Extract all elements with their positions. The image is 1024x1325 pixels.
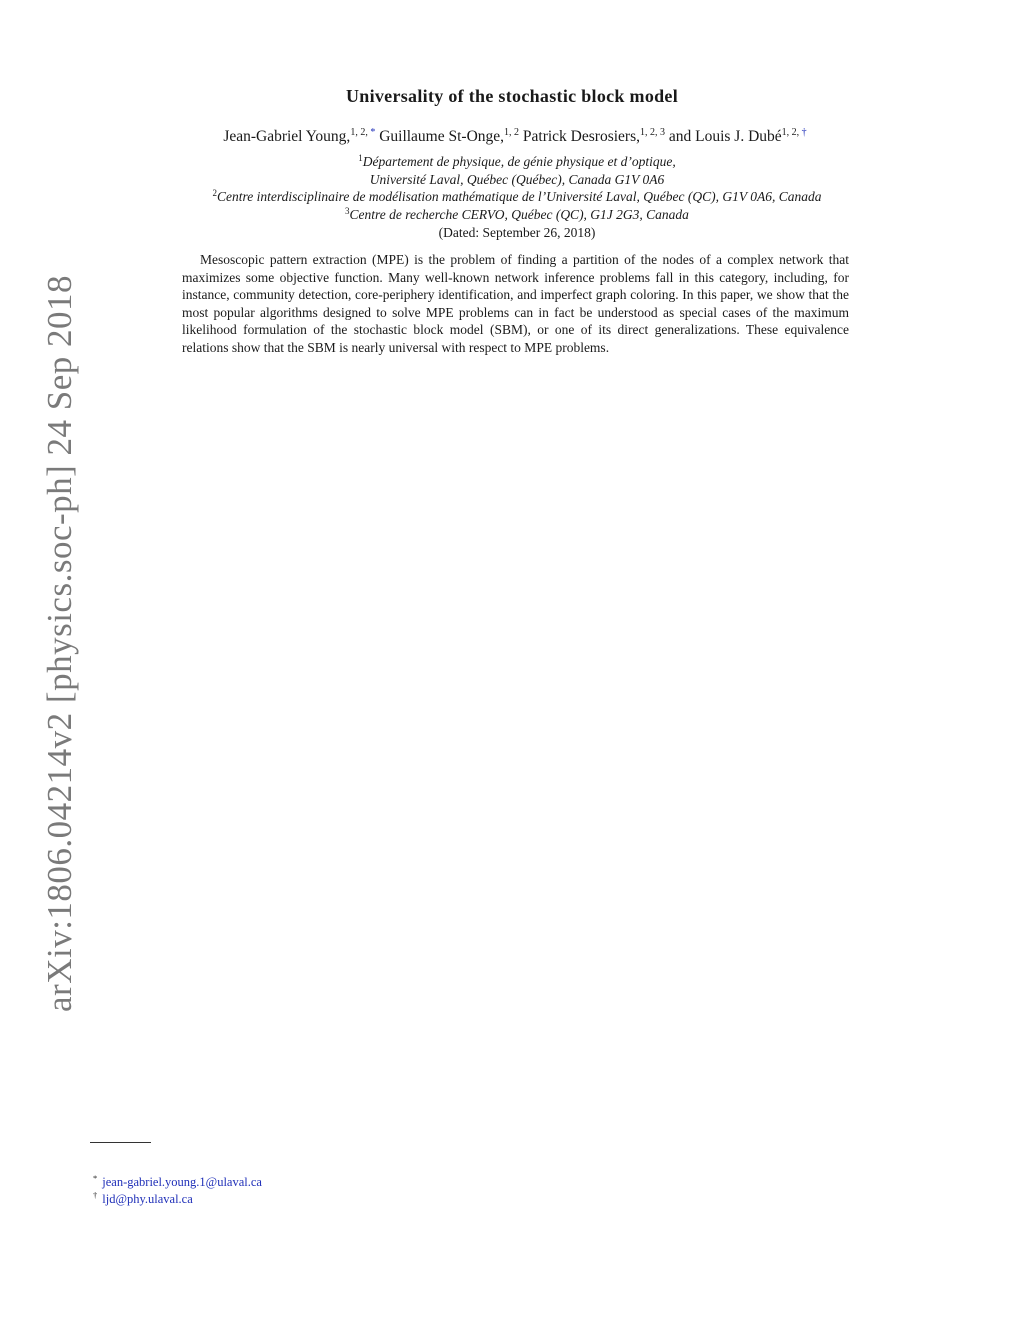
footnote-item bbox=[93, 1174, 262, 1191]
affiliation-number: 2 bbox=[212, 188, 217, 199]
author-affiliation-marker: 1, 2 bbox=[504, 127, 520, 138]
affiliation-block bbox=[0, 153, 1024, 242]
footnote-marker: * bbox=[93, 1173, 98, 1183]
affiliation-number: 1 bbox=[358, 153, 363, 163]
footnote-marker: † bbox=[93, 1190, 98, 1200]
footnotes bbox=[93, 1174, 262, 1208]
affiliation-2 bbox=[0, 188, 1024, 206]
author-name: Patrick Desrosiers, bbox=[522, 128, 640, 145]
author-list bbox=[0, 128, 1024, 146]
author-name: and Louis J. Dubé bbox=[668, 128, 782, 145]
author-affiliation-marker: 1, 2, 3 bbox=[640, 127, 665, 138]
footnote-link-marker[interactable]: * bbox=[370, 127, 376, 138]
affiliation-text: Département de physique, de génie physique et d’optique, bbox=[362, 154, 676, 169]
affiliation-text: Centre interdisciplinaire de modélisation mathématique de l’Université Laval, Québec (QC), G1V 0A6, Canada bbox=[216, 189, 822, 205]
email-link[interactable]: ljd@phy.ulaval.ca bbox=[102, 1192, 193, 1206]
email-link[interactable]: jean-gabriel.young.1@ulaval.ca bbox=[102, 1175, 262, 1189]
footnote-item bbox=[93, 1191, 262, 1208]
date-line: (Dated: September 26, 2018) bbox=[438, 224, 596, 240]
author-affiliation-marker: 1, 2, bbox=[350, 127, 371, 138]
affiliation-3 bbox=[0, 206, 1024, 224]
footnote-divider bbox=[90, 1142, 151, 1143]
affiliation-1-continued: Université Laval, Québec (Québec), Canada G1V 0A6 bbox=[369, 171, 665, 187]
arxiv-identifier-stamp: arXiv:1806.04214v2 [physics.soc-ph] 24 Sep 2018 bbox=[40, 274, 79, 1012]
affiliation-text: Centre de recherche CERVO, Québec (QC), G1J 2G3, Canada bbox=[349, 207, 689, 223]
paper-title: Universality of the stochastic block model bbox=[345, 86, 679, 106]
author-name: Jean-Gabriel Young, bbox=[223, 128, 351, 145]
abstract-paragraph: Mesoscopic pattern extraction (MPE) is the problem of finding a partition of the nodes of a complex network that maximizes some objective function. Many well-known network inference problems fall in this category, including, for instance, community detection, core-periphery identification, and imperfect graph coloring. In this paper, we show that the most popular algorithms designed to solve MPE problems can in fact be understood as special cases of the maximum likelihood formulation of the stochastic block model (SBM), or one of its direct generalizations. These equivalence relations show that the SBM is nearly universal with respect to MPE problems. bbox=[182, 252, 849, 355]
affiliation-number: 3 bbox=[345, 206, 350, 217]
author-affiliation-marker: 1, 2, bbox=[781, 127, 802, 138]
footnote-link-marker[interactable]: † bbox=[801, 127, 807, 138]
author-name: Guillaume St-Onge, bbox=[379, 128, 505, 145]
affiliation-1 bbox=[0, 153, 1024, 171]
